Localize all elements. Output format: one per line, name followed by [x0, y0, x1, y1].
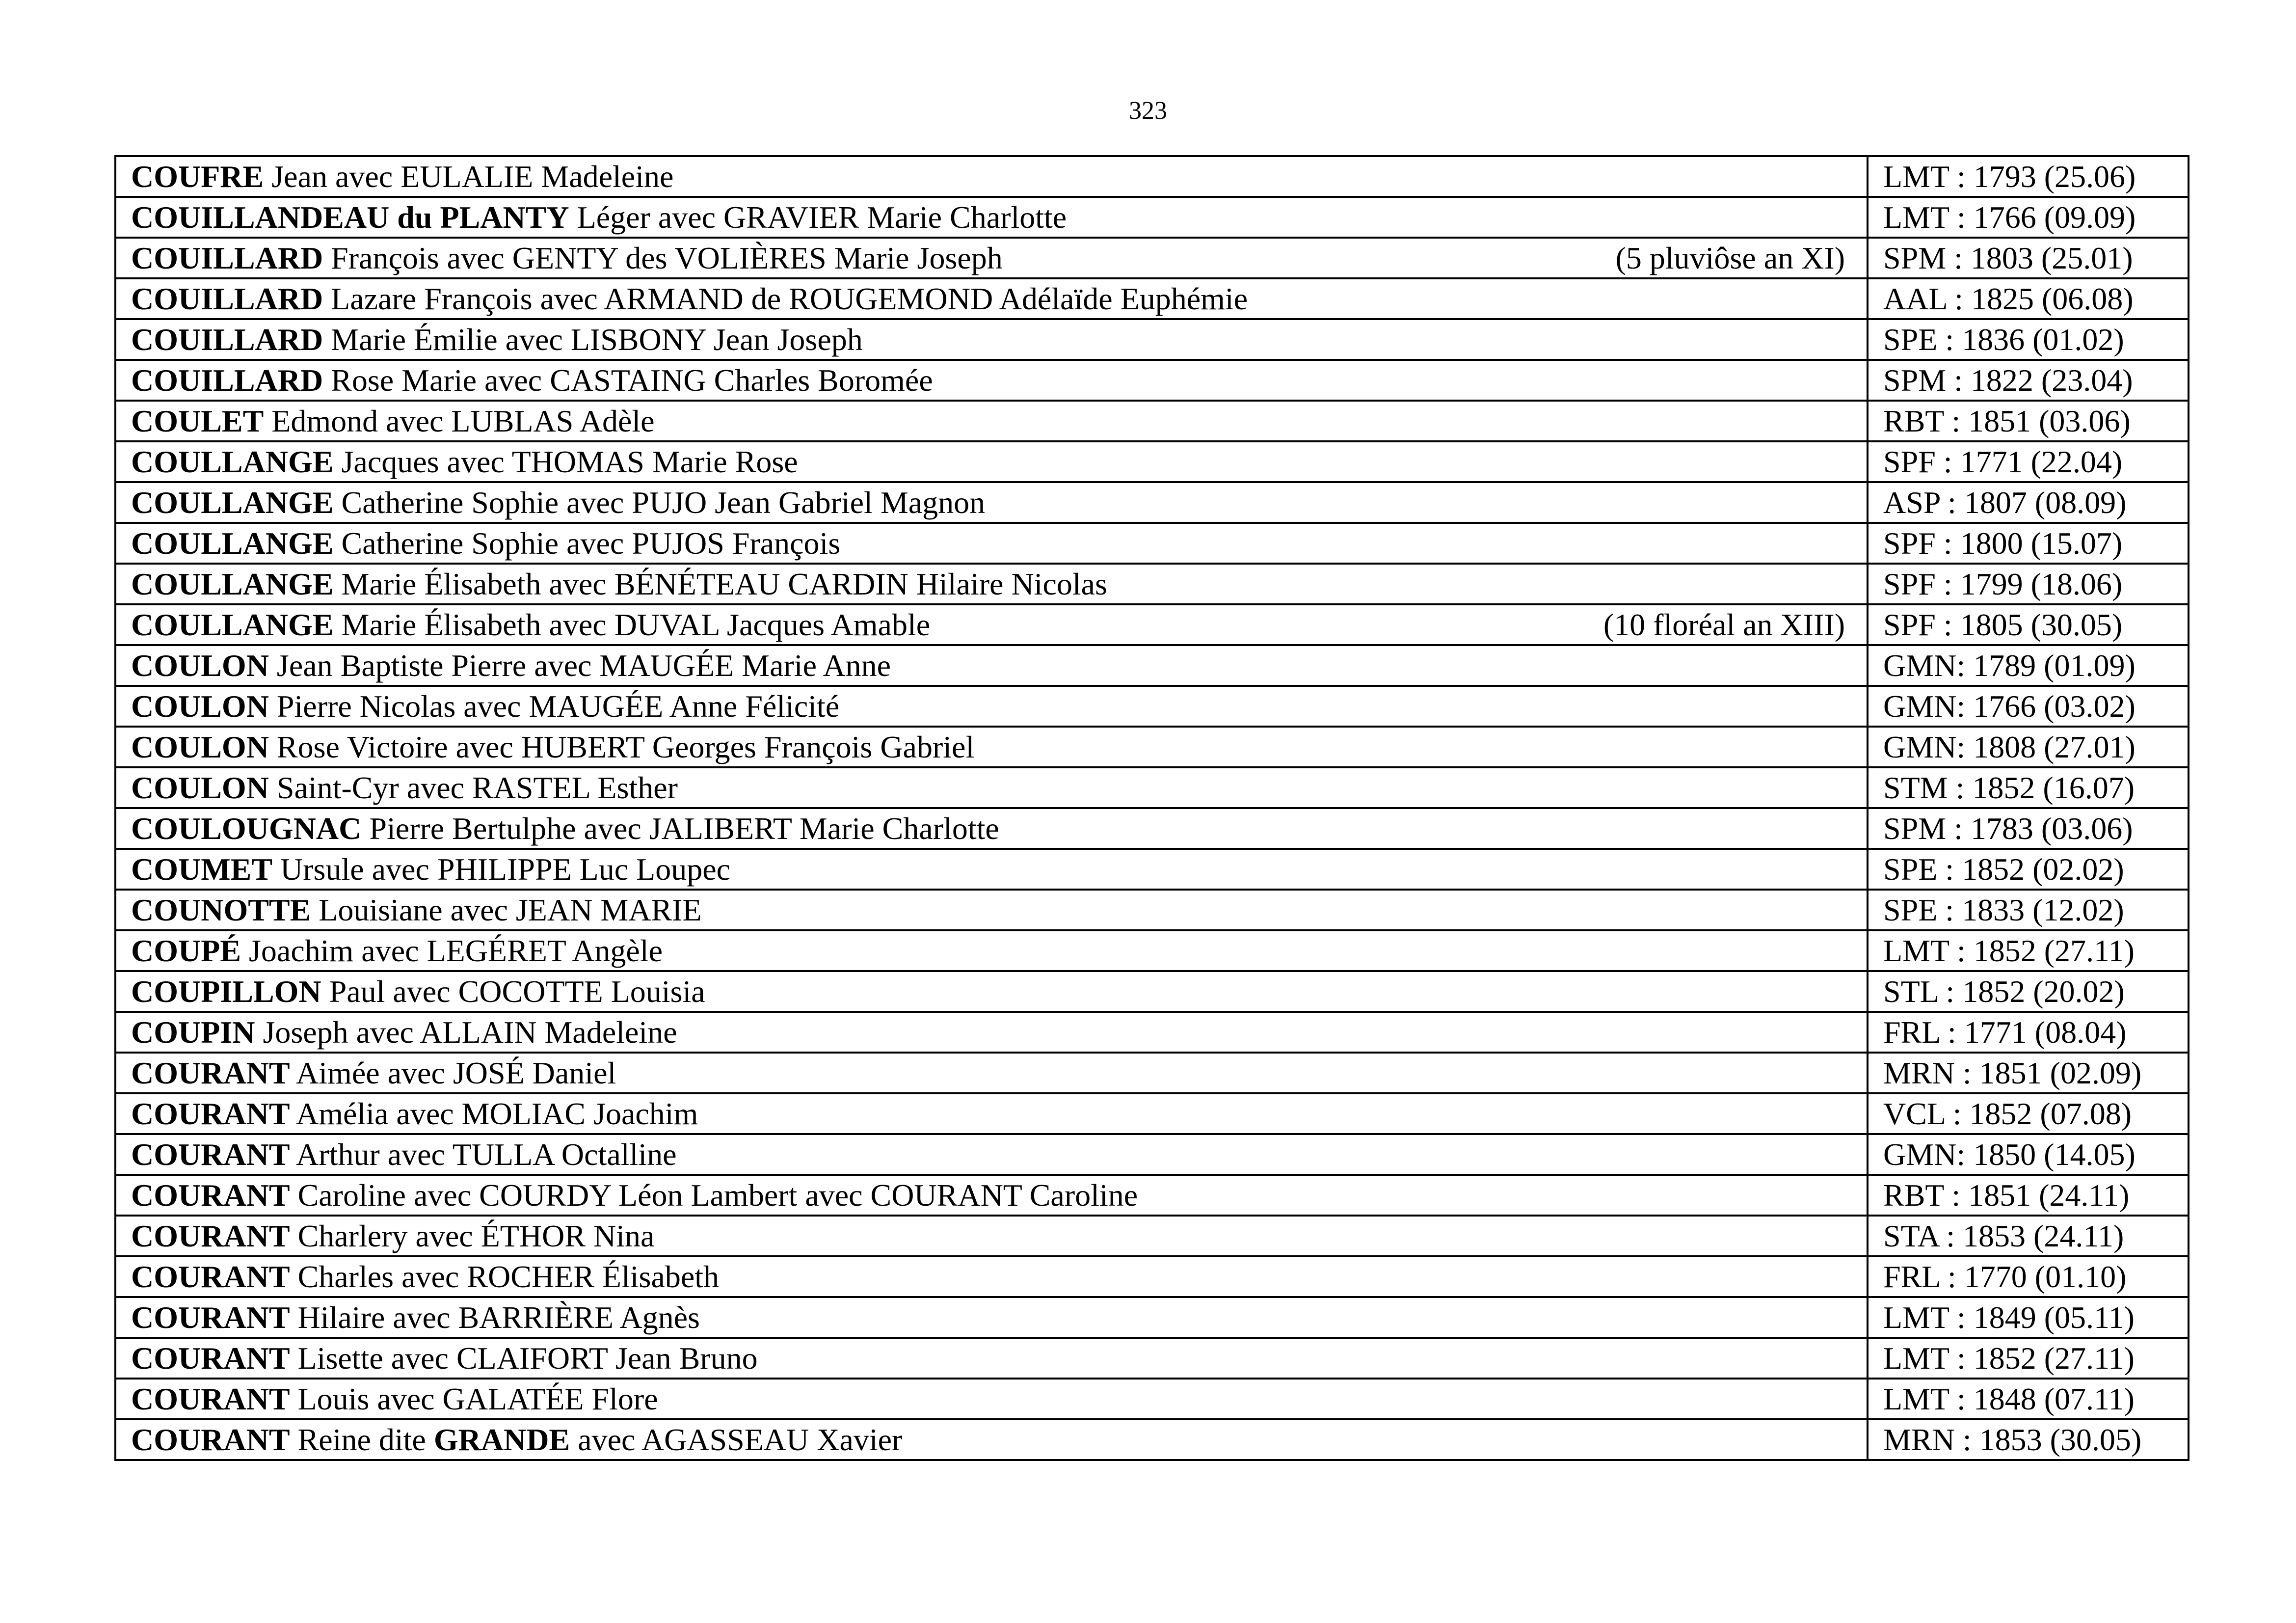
- surname: COUILLARD: [131, 322, 323, 357]
- entry-cell: [115, 523, 1868, 564]
- parish-date-reference: STA : 1853 (24.11): [1868, 1216, 2189, 1256]
- surname: COULOUGNAC: [131, 811, 362, 846]
- table-row: [115, 238, 2189, 278]
- table-row: [115, 482, 2189, 523]
- entry-text: [131, 728, 974, 766]
- alias-name: GRANDE: [433, 1422, 570, 1457]
- surname: COULON: [131, 770, 269, 805]
- entry-text: [131, 809, 999, 848]
- spouses-text: Caroline avec COURDY Léon Lambert avec COURANT Caroline: [290, 1178, 1138, 1213]
- spouses-text: Saint-Cyr avec RASTEL Esther: [268, 770, 678, 805]
- table-row: [115, 278, 2189, 319]
- entry-cell: [115, 1216, 1868, 1256]
- table-row: [115, 1419, 2189, 1460]
- entry-cell: [115, 360, 1868, 401]
- spouses-text: Aimée avec JOSÉ Daniel: [290, 1055, 616, 1090]
- surname: COUNOTTE: [131, 893, 311, 927]
- entry-cell: [115, 1134, 1868, 1175]
- entry-text: [131, 565, 1107, 603]
- entry-text: [131, 931, 663, 970]
- spouses-text: Marie Émilie avec LISBONY Jean Joseph: [323, 322, 863, 357]
- surname: COURANT: [131, 1055, 290, 1090]
- entry-cell: [115, 1419, 1868, 1460]
- spouses-text: Lazare François avec ARMAND de ROUGEMOND Adélaïde Euphémie: [323, 281, 1248, 316]
- surname: COUILLARD: [131, 281, 323, 316]
- spouses-text: Marie Élisabeth avec BÉNÉTEAU CARDIN Hilaire Nicolas: [333, 567, 1107, 601]
- parish-date-reference: SPF : 1771 (22.04): [1868, 441, 2189, 482]
- entry-text: [131, 1054, 616, 1092]
- surname: COURANT: [131, 1341, 290, 1376]
- entry-text: [131, 891, 702, 929]
- entry-content: [131, 442, 1867, 481]
- entry-content: [131, 1094, 1867, 1133]
- surname: COULON: [131, 648, 269, 683]
- parish-date-reference: SPE : 1836 (01.02): [1868, 319, 2189, 360]
- entry-cell: [115, 564, 1868, 604]
- surname: COURANT: [131, 1137, 290, 1172]
- entry-text: [131, 972, 705, 1011]
- entry-cell: [115, 278, 1868, 319]
- entry-content: [131, 687, 1867, 726]
- spouses-text: Pierre Nicolas avec MAUGÉE Anne Félicité: [268, 689, 840, 724]
- spouses-text: Paul avec COCOTTE Louisia: [321, 974, 705, 1009]
- table-row: [115, 401, 2189, 441]
- entry-text: [131, 483, 985, 522]
- surname: COUILLARD: [131, 363, 323, 398]
- entry-cell: [115, 1093, 1868, 1134]
- entry-content: [131, 850, 1867, 889]
- entry-text: [131, 768, 678, 807]
- entry-text: [131, 1298, 700, 1337]
- surname: COULLANGE: [131, 607, 334, 642]
- spouses-text: Joseph avec ALLAIN Madeleine: [255, 1015, 677, 1050]
- spouses-text: Joachim avec LEGÉRET Angèle: [241, 933, 663, 968]
- entry-content: [131, 1176, 1867, 1215]
- entry-text: [131, 239, 1003, 277]
- surname: COUFRE: [131, 159, 264, 194]
- entry-content: [131, 157, 1867, 196]
- entry-cell: [115, 1175, 1868, 1216]
- surname: COUMET: [131, 852, 272, 887]
- parish-date-reference: LMT : 1849 (05.11): [1868, 1297, 2189, 1338]
- parish-date-reference: RBT : 1851 (24.11): [1868, 1175, 2189, 1216]
- entry-text: [131, 1094, 698, 1133]
- entry-content: [131, 198, 1867, 237]
- entry-content: [131, 605, 1867, 644]
- spouses-text: Rose Victoire avec HUBERT Georges François Gabriel: [268, 730, 975, 764]
- entry-text: [131, 687, 839, 726]
- entry-content: [131, 565, 1867, 603]
- entry-content: [131, 402, 1867, 440]
- entry-text: [131, 198, 1067, 237]
- parish-date-reference: RBT : 1851 (03.06): [1868, 401, 2189, 441]
- spouses-text: Ursule avec PHILIPPE Luc Loupec: [272, 852, 731, 887]
- parish-date-reference: SPE : 1852 (02.02): [1868, 849, 2189, 890]
- entry-text: [131, 1217, 654, 1255]
- entry-cell: [115, 1297, 1868, 1338]
- register-body: [115, 156, 2189, 1460]
- entry-text: [131, 279, 1248, 318]
- spouses-text: Marie Élisabeth avec DUVAL Jacques Amable: [333, 607, 931, 642]
- entry-text: [131, 442, 798, 481]
- entry-content: [131, 483, 1867, 522]
- entry-content: [131, 931, 1867, 970]
- spouses-text: Catherine Sophie avec PUJO Jean Gabriel Magnon: [333, 485, 986, 520]
- marriage-register-table: [114, 155, 2189, 1461]
- table-row: [115, 1175, 2189, 1216]
- entry-content: [131, 891, 1867, 929]
- table-row: [115, 1216, 2189, 1256]
- spouses-text: Lisette avec CLAIFORT Jean Bruno: [290, 1341, 758, 1376]
- entry-cell: [115, 971, 1868, 1012]
- surname: COUILLANDEAU du PLANTY: [131, 200, 569, 235]
- spouses-text: Arthur avec TULLA Octalline: [290, 1137, 677, 1172]
- entry-text: [131, 605, 930, 644]
- table-row: [115, 1379, 2189, 1419]
- entry-cell: [115, 156, 1868, 197]
- entry-cell: [115, 808, 1868, 849]
- table-row: [115, 1053, 2189, 1093]
- spouses-text: Amélia avec MOLIAC Joachim: [290, 1096, 698, 1131]
- republican-date-note: (5 pluviôse an XI): [1615, 241, 1845, 275]
- surname: COURANT: [131, 1259, 290, 1294]
- entry-content: [131, 1135, 1867, 1174]
- table-row: [115, 645, 2189, 686]
- parish-date-reference: SPF : 1799 (18.06): [1868, 564, 2189, 604]
- entry-content: [131, 728, 1867, 766]
- table-row: [115, 930, 2189, 971]
- parish-date-reference: FRL : 1771 (08.04): [1868, 1012, 2189, 1053]
- surname: COUILLARD: [131, 241, 323, 275]
- entry-cell: [115, 238, 1868, 278]
- parish-date-reference: GMN: 1850 (14.05): [1868, 1134, 2189, 1175]
- table-row: [115, 1012, 2189, 1053]
- entry-cell: [115, 890, 1868, 930]
- entry-cell: [115, 482, 1868, 523]
- entry-text: [131, 1176, 1138, 1215]
- entry-cell: [115, 849, 1868, 890]
- spouses-text: François avec GENTY des VOLIÈRES Marie Joseph: [323, 241, 1003, 275]
- entry-content: [131, 768, 1867, 807]
- spouses-text: Jean Baptiste Pierre avec MAUGÉE Marie Anne: [268, 648, 891, 683]
- parish-date-reference: SPF : 1805 (30.05): [1868, 604, 2189, 645]
- entry-cell: [115, 930, 1868, 971]
- parish-date-reference: LMT : 1852 (27.11): [1868, 1338, 2189, 1379]
- spouses-text: Jean avec EULALIE Madeleine: [264, 159, 674, 194]
- entry-content: [131, 972, 1867, 1011]
- spouses-text: Hilaire avec BARRIÈRE Agnès: [290, 1300, 700, 1335]
- parish-date-reference: GMN: 1808 (27.01): [1868, 727, 2189, 767]
- surname: COULLANGE: [131, 567, 334, 601]
- entry-cell: [115, 197, 1868, 238]
- entry-text: [131, 402, 655, 440]
- table-row: [115, 360, 2189, 401]
- parish-date-reference: SPF : 1800 (15.07): [1868, 523, 2189, 564]
- table-row: [115, 767, 2189, 808]
- entry-cell: [115, 767, 1868, 808]
- parish-date-reference: GMN: 1766 (03.02): [1868, 686, 2189, 727]
- republican-date-note: (10 floréal an XIII): [1603, 607, 1845, 642]
- entry-cell: [115, 604, 1868, 645]
- table-row: [115, 319, 2189, 360]
- entry-content: [131, 524, 1867, 563]
- entry-cell: [115, 1338, 1868, 1379]
- parish-date-reference: ASP : 1807 (08.09): [1868, 482, 2189, 523]
- entry-text: [131, 1013, 677, 1052]
- surname: COURANT: [131, 1422, 290, 1457]
- surname: COURANT: [131, 1178, 290, 1213]
- parish-date-reference: MRN : 1853 (30.05): [1868, 1419, 2189, 1460]
- entry-text: [131, 1135, 676, 1174]
- surname: COUPÉ: [131, 933, 241, 968]
- surname: COULET: [131, 404, 264, 438]
- surname: COURANT: [131, 1096, 290, 1131]
- spouses-text: Catherine Sophie avec PUJOS François: [333, 526, 841, 561]
- surname: COULON: [131, 689, 269, 724]
- entry-content: [131, 320, 1867, 359]
- entry-cell: [115, 686, 1868, 727]
- entry-cell: [115, 1053, 1868, 1093]
- spouses-text: Rose Marie avec CASTAING Charles Boromée: [323, 363, 933, 398]
- entry-content: [131, 646, 1867, 685]
- entry-cell: [115, 1379, 1868, 1419]
- entry-text: [131, 1420, 902, 1459]
- table-row: [115, 441, 2189, 482]
- parish-date-reference: MRN : 1851 (02.09): [1868, 1053, 2189, 1093]
- parish-date-reference: STL : 1852 (20.02): [1868, 971, 2189, 1012]
- table-row: [115, 727, 2189, 767]
- spouses-text: Louis avec GALATÉE Flore: [290, 1381, 658, 1416]
- entry-content: [131, 1420, 1867, 1459]
- table-row: [115, 523, 2189, 564]
- table-row: [115, 1338, 2189, 1379]
- entry-cell: [115, 401, 1868, 441]
- parish-date-reference: SPM : 1783 (03.06): [1868, 808, 2189, 849]
- parish-date-reference: AAL : 1825 (06.08): [1868, 278, 2189, 319]
- entry-content: [131, 1380, 1867, 1418]
- spouses-text: Jacques avec THOMAS Marie Rose: [333, 444, 798, 479]
- spouses-text: Charlery avec ÉTHOR Nina: [290, 1218, 655, 1253]
- entry-cell: [115, 441, 1868, 482]
- entry-cell: [115, 1012, 1868, 1053]
- entry-content: [131, 809, 1867, 848]
- surname: COUPIN: [131, 1015, 255, 1050]
- parish-date-reference: SPM : 1803 (25.01): [1868, 238, 2189, 278]
- table-row: [115, 686, 2189, 727]
- entry-content: [131, 361, 1867, 400]
- parish-date-reference: VCL : 1852 (07.08): [1868, 1093, 2189, 1134]
- spouses-text: Léger avec GRAVIER Marie Charlotte: [569, 200, 1067, 235]
- entry-text: [131, 320, 863, 359]
- spouses-text: Reine dite: [290, 1422, 434, 1457]
- surname: COULLANGE: [131, 485, 334, 520]
- entry-content: [131, 1054, 1867, 1092]
- table-row: [115, 890, 2189, 930]
- surname: COURANT: [131, 1300, 290, 1335]
- entry-text: [131, 361, 933, 400]
- entry-text: [131, 1339, 758, 1378]
- page-number: 323: [1129, 97, 1167, 125]
- table-row: [115, 1256, 2189, 1297]
- surname: COURANT: [131, 1381, 290, 1416]
- entry-content: [131, 1257, 1867, 1296]
- entry-cell: [115, 645, 1868, 686]
- spouses-text: Louisiane avec JEAN MARIE: [311, 893, 702, 927]
- entry-text: [131, 850, 730, 889]
- surname: COULLANGE: [131, 444, 334, 479]
- spouses-text-continued: avec AGASSEAU Xavier: [570, 1422, 903, 1457]
- spouses-text: Pierre Bertulphe avec JALIBERT Marie Charlotte: [361, 811, 999, 846]
- surname: COULON: [131, 730, 269, 764]
- surname: COULLANGE: [131, 526, 334, 561]
- parish-date-reference: LMT : 1852 (27.11): [1868, 930, 2189, 971]
- table-row: [115, 1093, 2189, 1134]
- parish-date-reference: LMT : 1848 (07.11): [1868, 1379, 2189, 1419]
- parish-date-reference: GMN: 1789 (01.09): [1868, 645, 2189, 686]
- entry-cell: [115, 1256, 1868, 1297]
- table-row: [115, 564, 2189, 604]
- entry-content: [131, 1298, 1867, 1337]
- entry-text: [131, 1257, 719, 1296]
- spouses-text: Charles avec ROCHER Élisabeth: [290, 1259, 720, 1294]
- table-row: [115, 1134, 2189, 1175]
- entry-content: [131, 239, 1867, 277]
- entry-cell: [115, 319, 1868, 360]
- spouses-text: Edmond avec LUBLAS Adèle: [264, 404, 655, 438]
- parish-date-reference: LMT : 1793 (25.06): [1868, 156, 2189, 197]
- parish-date-reference: SPE : 1833 (12.02): [1868, 890, 2189, 930]
- entry-text: [131, 1380, 658, 1418]
- table-row: [115, 971, 2189, 1012]
- table-row: [115, 156, 2189, 197]
- entry-text: [131, 157, 673, 196]
- table-row: [115, 1297, 2189, 1338]
- table-row: [115, 808, 2189, 849]
- table-row: [115, 197, 2189, 238]
- surname: COUPILLON: [131, 974, 321, 1009]
- entry-cell: [115, 727, 1868, 767]
- surname: COURANT: [131, 1218, 290, 1253]
- parish-date-reference: SPM : 1822 (23.04): [1868, 360, 2189, 401]
- entry-content: [131, 1217, 1867, 1255]
- entry-content: [131, 1339, 1867, 1378]
- parish-date-reference: STM : 1852 (16.07): [1868, 767, 2189, 808]
- parish-date-reference: LMT : 1766 (09.09): [1868, 197, 2189, 238]
- entry-text: [131, 646, 891, 685]
- entry-content: [131, 279, 1867, 318]
- table-row: [115, 604, 2189, 645]
- table-row: [115, 849, 2189, 890]
- entry-content: [131, 1013, 1867, 1052]
- parish-date-reference: FRL : 1770 (01.10): [1868, 1256, 2189, 1297]
- entry-text: [131, 524, 840, 563]
